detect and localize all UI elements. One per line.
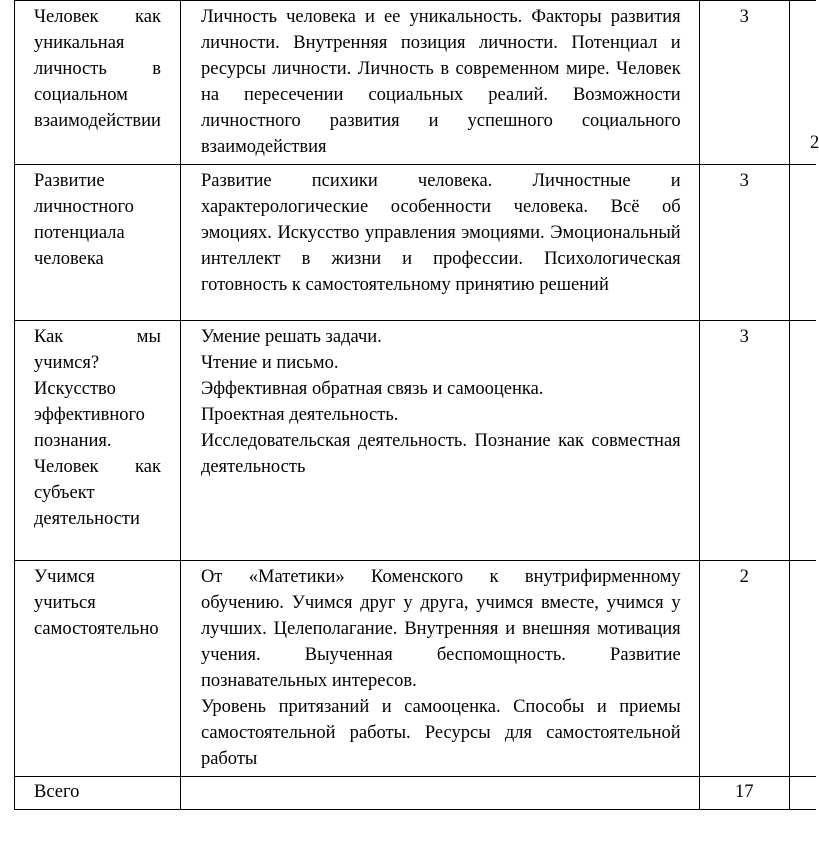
total-row bbox=[15, 777, 817, 810]
content-paragraph: Развитие психики человека. Личностные и характерологические особенности человека. Всё об эмоциях. Искусство управления эмоциями. Эмоциональный интеллект в жизни и профессии. Психологическая готовность к самостоятельному принятию решений bbox=[200, 171, 681, 295]
table-row bbox=[15, 321, 817, 561]
hours-cell: 2 bbox=[699, 561, 789, 777]
hours-cell: 3 bbox=[699, 165, 789, 321]
table-row bbox=[15, 165, 817, 321]
hours-cell: 3 bbox=[699, 321, 789, 561]
content-paragraph: Проектная деятельность. bbox=[200, 405, 399, 425]
extra-cell bbox=[789, 321, 816, 561]
content-paragraph: Чтение и письмо. bbox=[200, 353, 339, 373]
extra-cell bbox=[789, 777, 816, 810]
content-cell bbox=[180, 561, 699, 777]
content-paragraph: Уровень притязаний и самооценка. Способы и приемы самостоятельной работы. Ресурсы для самостоятельной работы bbox=[200, 697, 681, 769]
content-paragraph: Личность человека и ее уникальность. Факторы развития личности. Внутренняя позиция личности. Потенциал и ресурсы личности. Личность в современном мире. Человек на пересечении социальных реалий. Возможности личностного развития и успешного социального взаимодействия bbox=[200, 7, 681, 157]
topic-cell: Человек как уникальная личность в социальном взаимодействии bbox=[15, 1, 181, 165]
curriculum-table bbox=[14, 0, 816, 810]
content-cell bbox=[180, 1, 699, 165]
total-content-cell bbox=[180, 777, 699, 810]
hours-cell: 3 bbox=[699, 1, 789, 165]
table-row bbox=[15, 561, 817, 777]
extra-cell bbox=[789, 165, 816, 321]
content-paragraph: Исследовательская деятельность. Познание как совместная деятельность bbox=[200, 431, 681, 477]
content-cell bbox=[180, 165, 699, 321]
content-cell bbox=[180, 321, 699, 561]
content-paragraph: От «Матетики» Коменского к внутрифирменному обучению. Учимся друг у друга, учимся вместе, учимся у лучших. Целеполагание. Внутренняя и внешняя мотивация учения. Выученная беспомощность. Развитие познавательных интересов. bbox=[200, 567, 681, 691]
total-hours-cell: 17 bbox=[699, 777, 789, 810]
extra-cell bbox=[789, 561, 816, 777]
clipped-edge-digit: 2 bbox=[810, 133, 819, 153]
topic-cell: Развитие личностного потенциала человека bbox=[15, 165, 181, 321]
table-row bbox=[15, 1, 817, 165]
topic-cell: Как мы учимся? Искусство эффективного познания. Человек как субъект деятельности bbox=[15, 321, 181, 561]
content-paragraph: Эффективная обратная связь и самооценка. bbox=[200, 379, 544, 399]
topic-cell: Учимся учиться самостоятельно bbox=[15, 561, 181, 777]
total-label-cell: Всего bbox=[15, 777, 181, 810]
content-paragraph: Умение решать задачи. bbox=[200, 327, 382, 347]
